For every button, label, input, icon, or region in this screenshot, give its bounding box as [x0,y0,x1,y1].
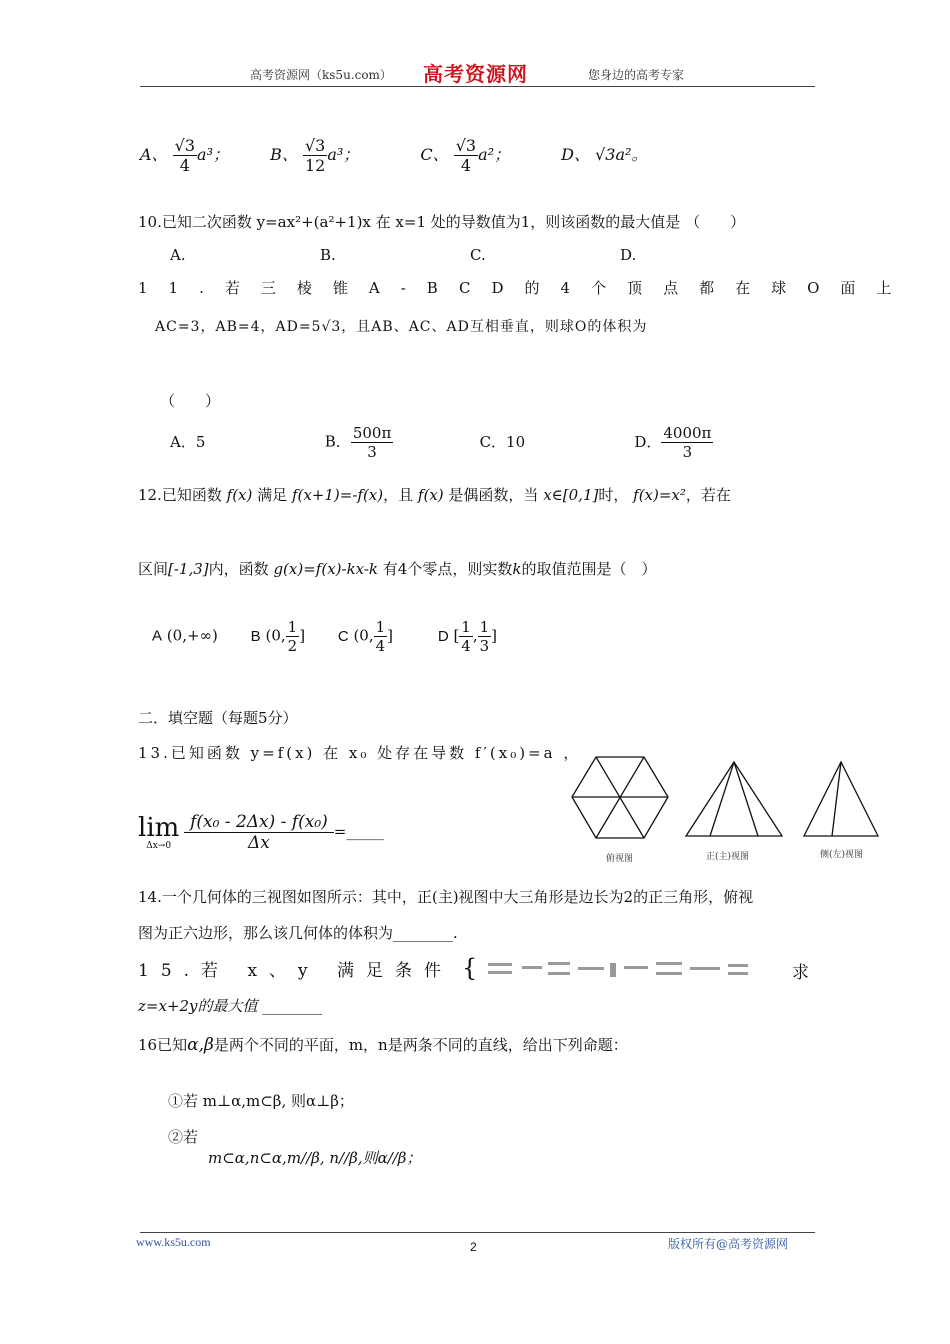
q9-option-a: A、 $\frac{√3}{4}$ a³； [140,136,229,175]
footer-rule [140,1232,815,1233]
caption-top-view: 俯视图 [606,854,634,864]
caption-side-view: 侧(左)视图 [820,850,864,860]
q15-line1: 15.若 x、y 满足条件 [138,961,454,981]
header-logo: 高考资源网 [423,62,528,86]
q11-line2: AC=3，AB=4，AD=5√3，且AB、AC、AD互相垂直，则球O的体积为 [155,319,648,335]
caption-front-view: 正(主)视图 [706,852,750,862]
q13-limit: lim Δx→0 $\frac{\text{f(x₀ - 2Δx) - f(x₀)}}{\Delta x}$ =_____ [138,812,384,853]
q10-text: 10.已知二次函数 y=ax²+(a²+1)x 在 x=1 处的导数值为1，则该函数的最大值是 （ ） [138,213,746,231]
q14-line2: 图为正六边形，那么该几何体的体积为________. [138,924,458,942]
q10-options: A. B. C. D. [170,246,637,264]
q14-line1: 14.一个几何体的三视图如图所示：其中，正(主)视图中大三角形是边长为2的正三角形，俯视 [138,888,754,906]
front-view-triangle [686,762,782,836]
q16-item2: ②若 m⊂α,n⊂α,m//β, n//β,则α//β； [168,1128,422,1167]
side-view-triangle [804,762,878,836]
q11-line1: 11.若三棱锥A-BCD的4个顶点都在球O面上 [138,279,913,297]
q12-line1: 12.已知函数 f(x) 满足 f(x+1)=-f(x)，且 f(x) 是偶函数，当 x∈[0,1]时， f(x)=x²，若在 [138,486,731,504]
q16-intro: 16已知α,β是两个不同的平面，m，n是两条不同的直线，给出下列命题： [138,1035,628,1055]
q15-conditions-blurred [478,958,778,982]
header-left: 高考资源网（ks5u.com） [250,68,392,82]
q9-option-c: C、 $\frac{√3}{4}$ a²； [420,136,511,175]
q11-paren: （ ） [160,392,221,410]
q12-line2: 区间[-1,3]内，函数 g(x)=f(x)-kx-k 有4个零点，则实数k的取值范围是（ ） [138,560,657,578]
q9-option-b: B、 $\frac{√3}{12}$ a³； [270,136,360,175]
q11-options: A．5 B． $\frac{500\pi}{3}$ C．10 D． $\frac{4000\pi}{3}$ [170,424,712,461]
q13-text: 13.已知函数 y=f(x) 在 x₀ 处存在导数 f′(x₀)=a ， [138,744,582,762]
q12-options: A (0,+∞) B (0, $\frac{1}{2}$ ] C (0, $\frac{1}{4}$ ] D [ $\frac{1}{4}$ , $\frac{1}{3}$ ] [152,618,498,655]
q16-item1: ①若 m⊥α,m⊂β, 则α⊥β； [168,1092,354,1110]
q9-option-d: D、 √3a²。 [561,145,648,164]
footer-copyright: 版权所有@高考资源网 [668,1237,789,1251]
header-right: 您身边的高考专家 [588,68,685,82]
q15-line2: z=x+2y的最大值 ________ [138,997,323,1015]
footer-link[interactable]: www.ks5u.com [136,1235,211,1249]
page-header [140,62,815,87]
top-view-hexagon [572,757,668,838]
section-title: 二．填空题（每题5分） [138,709,298,727]
q15-end: 求 [792,963,809,983]
page-number: 2 [470,1240,477,1254]
q15-brace: { [462,954,478,982]
q9-options [140,136,647,175]
